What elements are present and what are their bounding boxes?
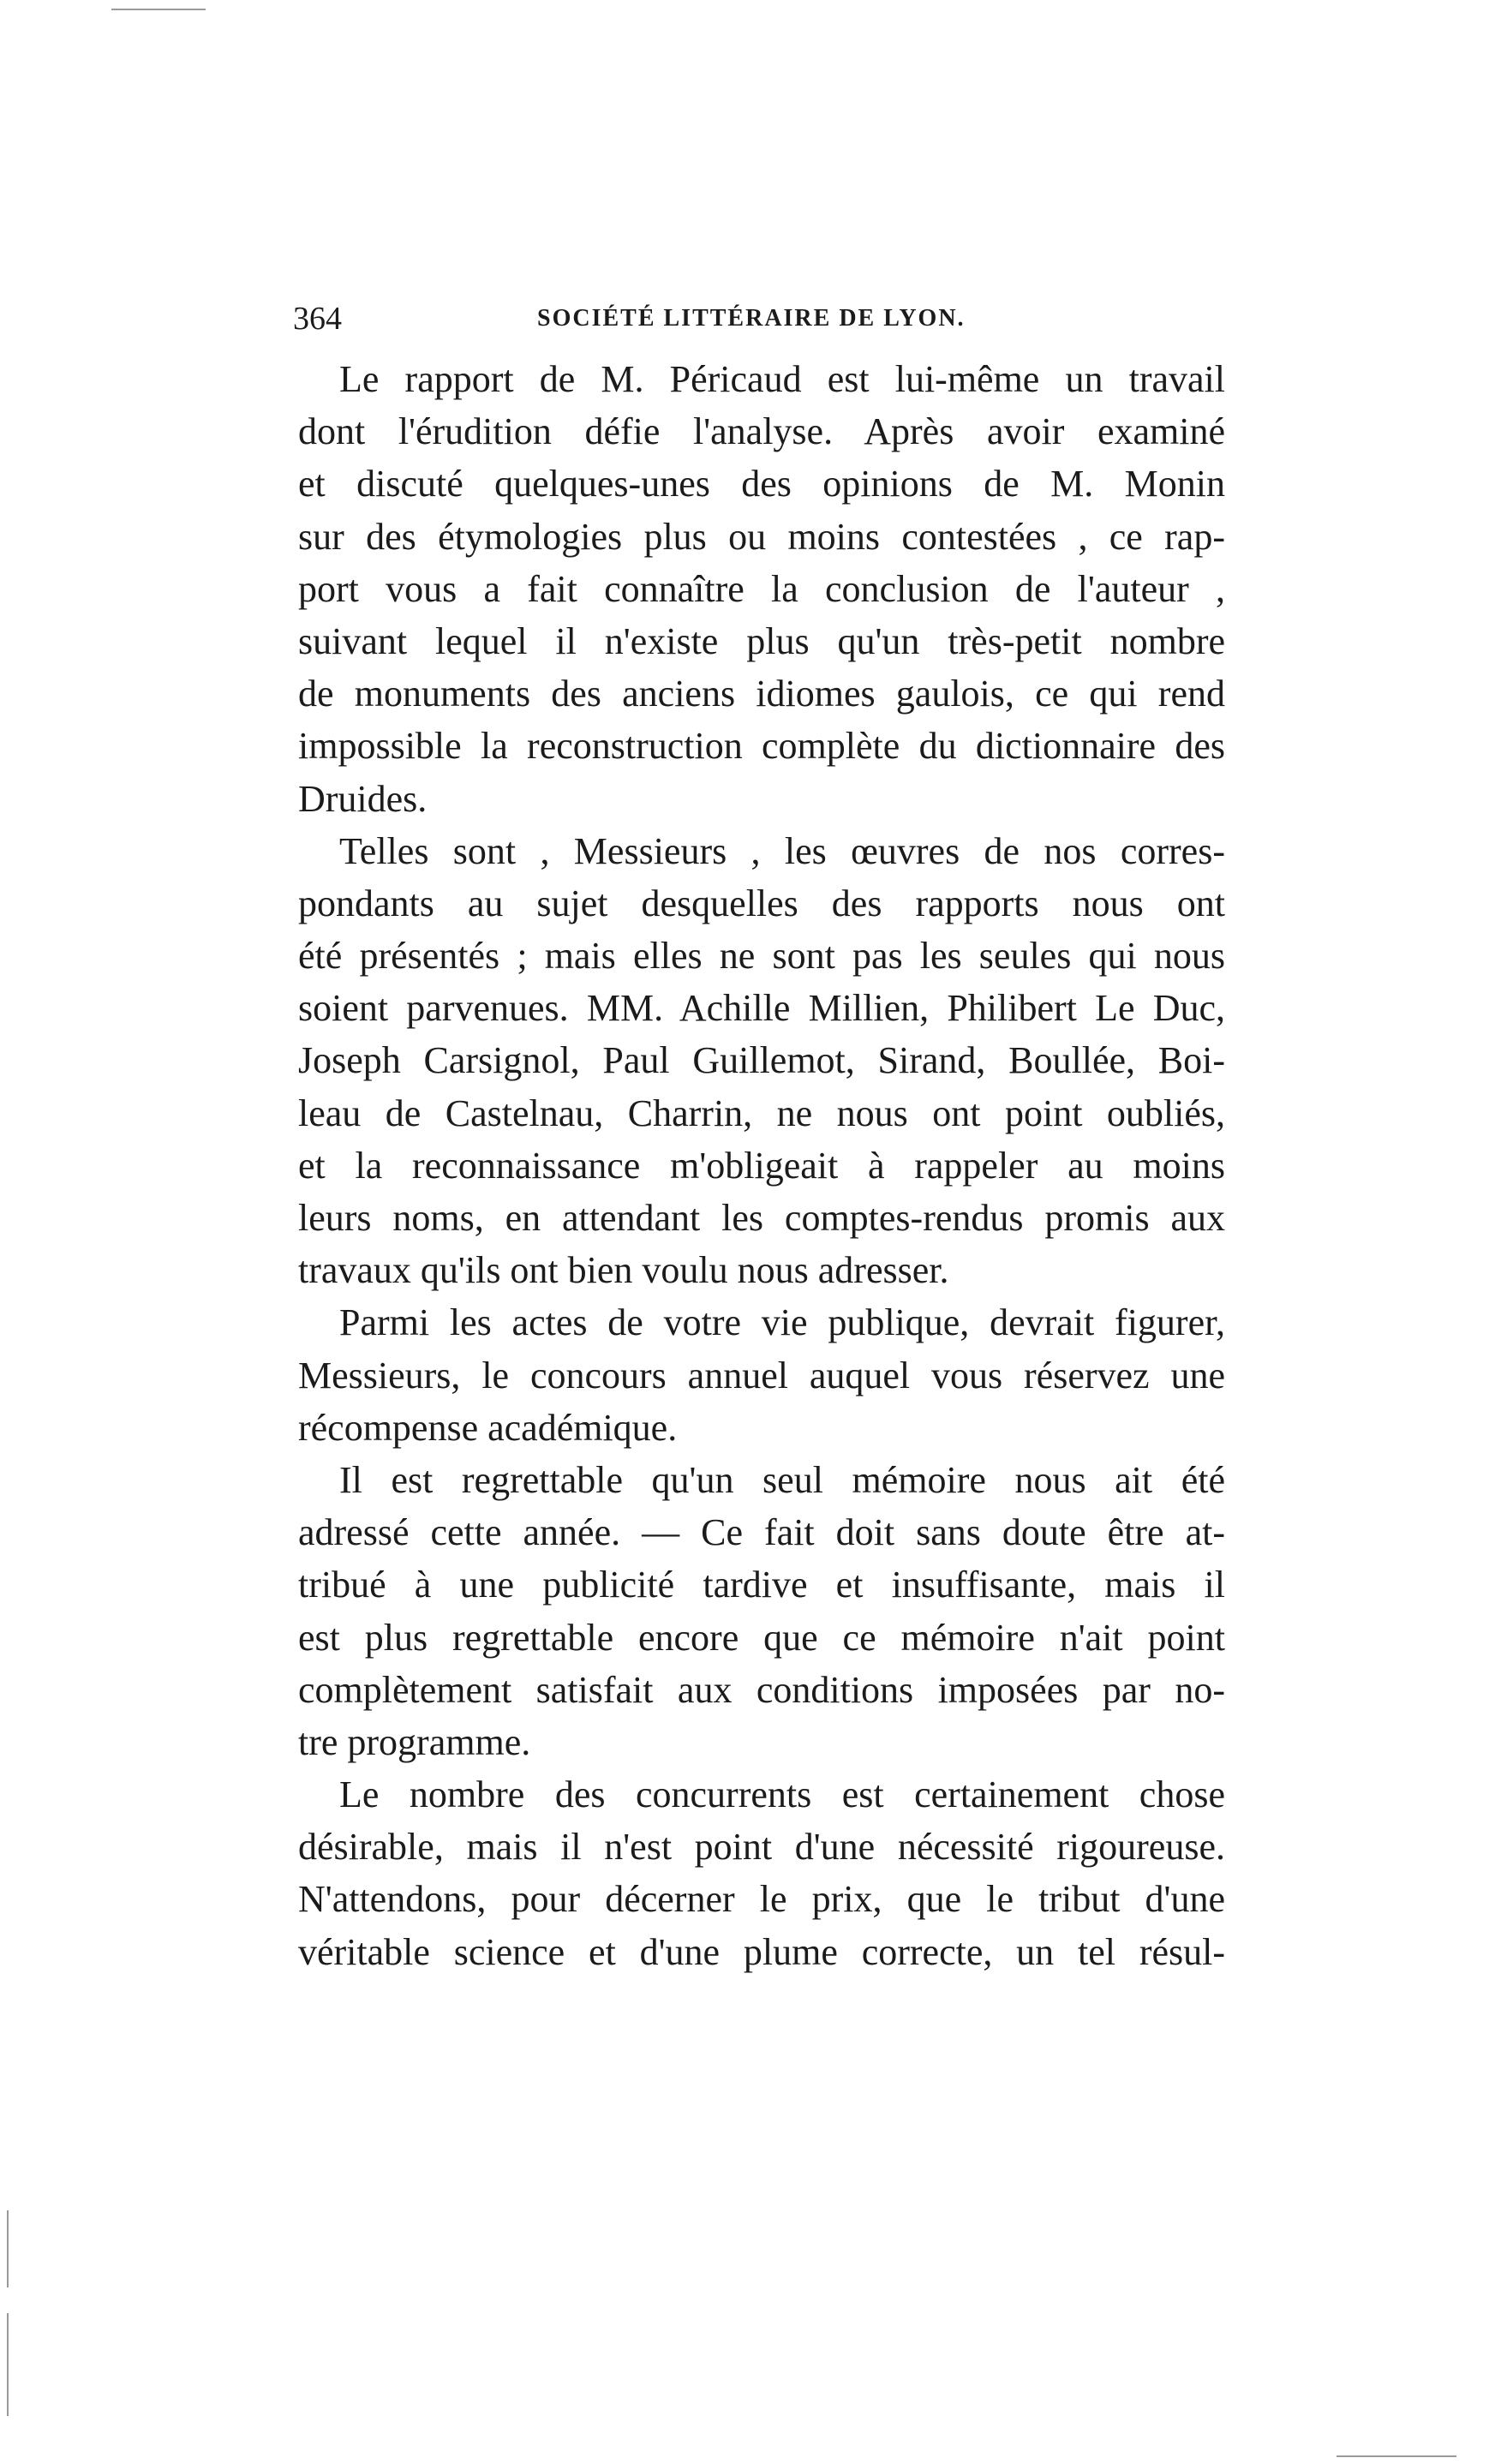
scan-mark-bottom-right [1337,2455,1456,2457]
text-line: leau de Castelnau, Charrin, ne nous ont point oubliés, [298,1091,1225,1134]
text-line: travaux qu'ils ont bien voulu nous adresser. [298,1249,949,1292]
text-line: Parmi les actes de votre vie publique, devrait figurer, [339,1301,1225,1344]
text-line: soient parvenues. MM. Achille Millien, Philibert Le Duc, [298,987,1225,1030]
text-line: été présentés ; mais elles ne sont pas les seules qui nous [298,935,1225,978]
text-line: véritable science et d'une plume correcte, un tel résul- [298,1930,1225,1973]
running-head: SOCIÉTÉ LITTÉRAIRE DE LYON. [537,305,966,332]
text-line: N'attendons, pour décerner le prix, que le tribut d'une [298,1878,1225,1921]
text-line: adressé cette année. — Ce fait doit sans doute être at- [298,1511,1225,1554]
text-line: désirable, mais il n'est point d'une nécessité rigoureuse. [298,1826,1225,1869]
text-line: de monuments des anciens idiomes gaulois, ce qui rend [298,673,1225,715]
text-line: Le rapport de M. Péricaud est lui-même un travail [339,358,1225,400]
text-line: et discuté quelques-unes des opinions de M. Monin [298,463,1225,505]
page-header [293,300,1227,338]
body-text [298,353,1225,1978]
text-line: et la reconnaissance m'obligeait à rappeler au moins [298,1144,1225,1187]
text-line: complètement satisfait aux conditions imposées par no- [298,1668,1225,1711]
page-number: 364 [293,301,342,337]
text-line: dont l'érudition défie l'analyse. Après avoir examiné [298,410,1225,453]
text-line: impossible la reconstruction complète du dictionnaire des [298,725,1225,768]
text-line: Telles sont , Messieurs , les œuvres de nos corres- [339,829,1225,872]
text-line: est plus regrettable encore que ce mémoire n'ait point [298,1616,1225,1659]
text-line: suivant lequel il n'existe plus qu'un très-petit nombre [298,619,1225,662]
text-line: port vous a fait connaître la conclusion de l'auteur , [298,567,1225,610]
text-line: récompense académique. [298,1406,678,1449]
text-line: tre programme. [298,1720,531,1763]
text-line: Messieurs, le concours annuel auquel vous réservez une [298,1354,1225,1396]
scan-mark-top-left [111,9,206,10]
text-line: Le nombre des concurrents est certainement chose [339,1773,1225,1816]
text-line: Druides. [298,777,428,820]
scan-mark-left-2 [7,2313,9,2416]
text-line: leurs noms, en attendant les comptes-rendus promis aux [298,1197,1225,1239]
text-line: Joseph Carsignol, Paul Guillemot, Sirand, Boullée, Boi- [298,1039,1225,1082]
scan-mark-left-1 [7,2210,9,2288]
text-line: tribué à une publicité tardive et insuffisante, mais il [298,1564,1225,1606]
text-line: sur des étymologies plus ou moins contestées , ce rap- [298,515,1225,558]
text-line: pondants au sujet desquelles des rapports nous ont [298,882,1225,924]
text-line: Il est regrettable qu'un seul mémoire nous ait été [339,1458,1225,1501]
